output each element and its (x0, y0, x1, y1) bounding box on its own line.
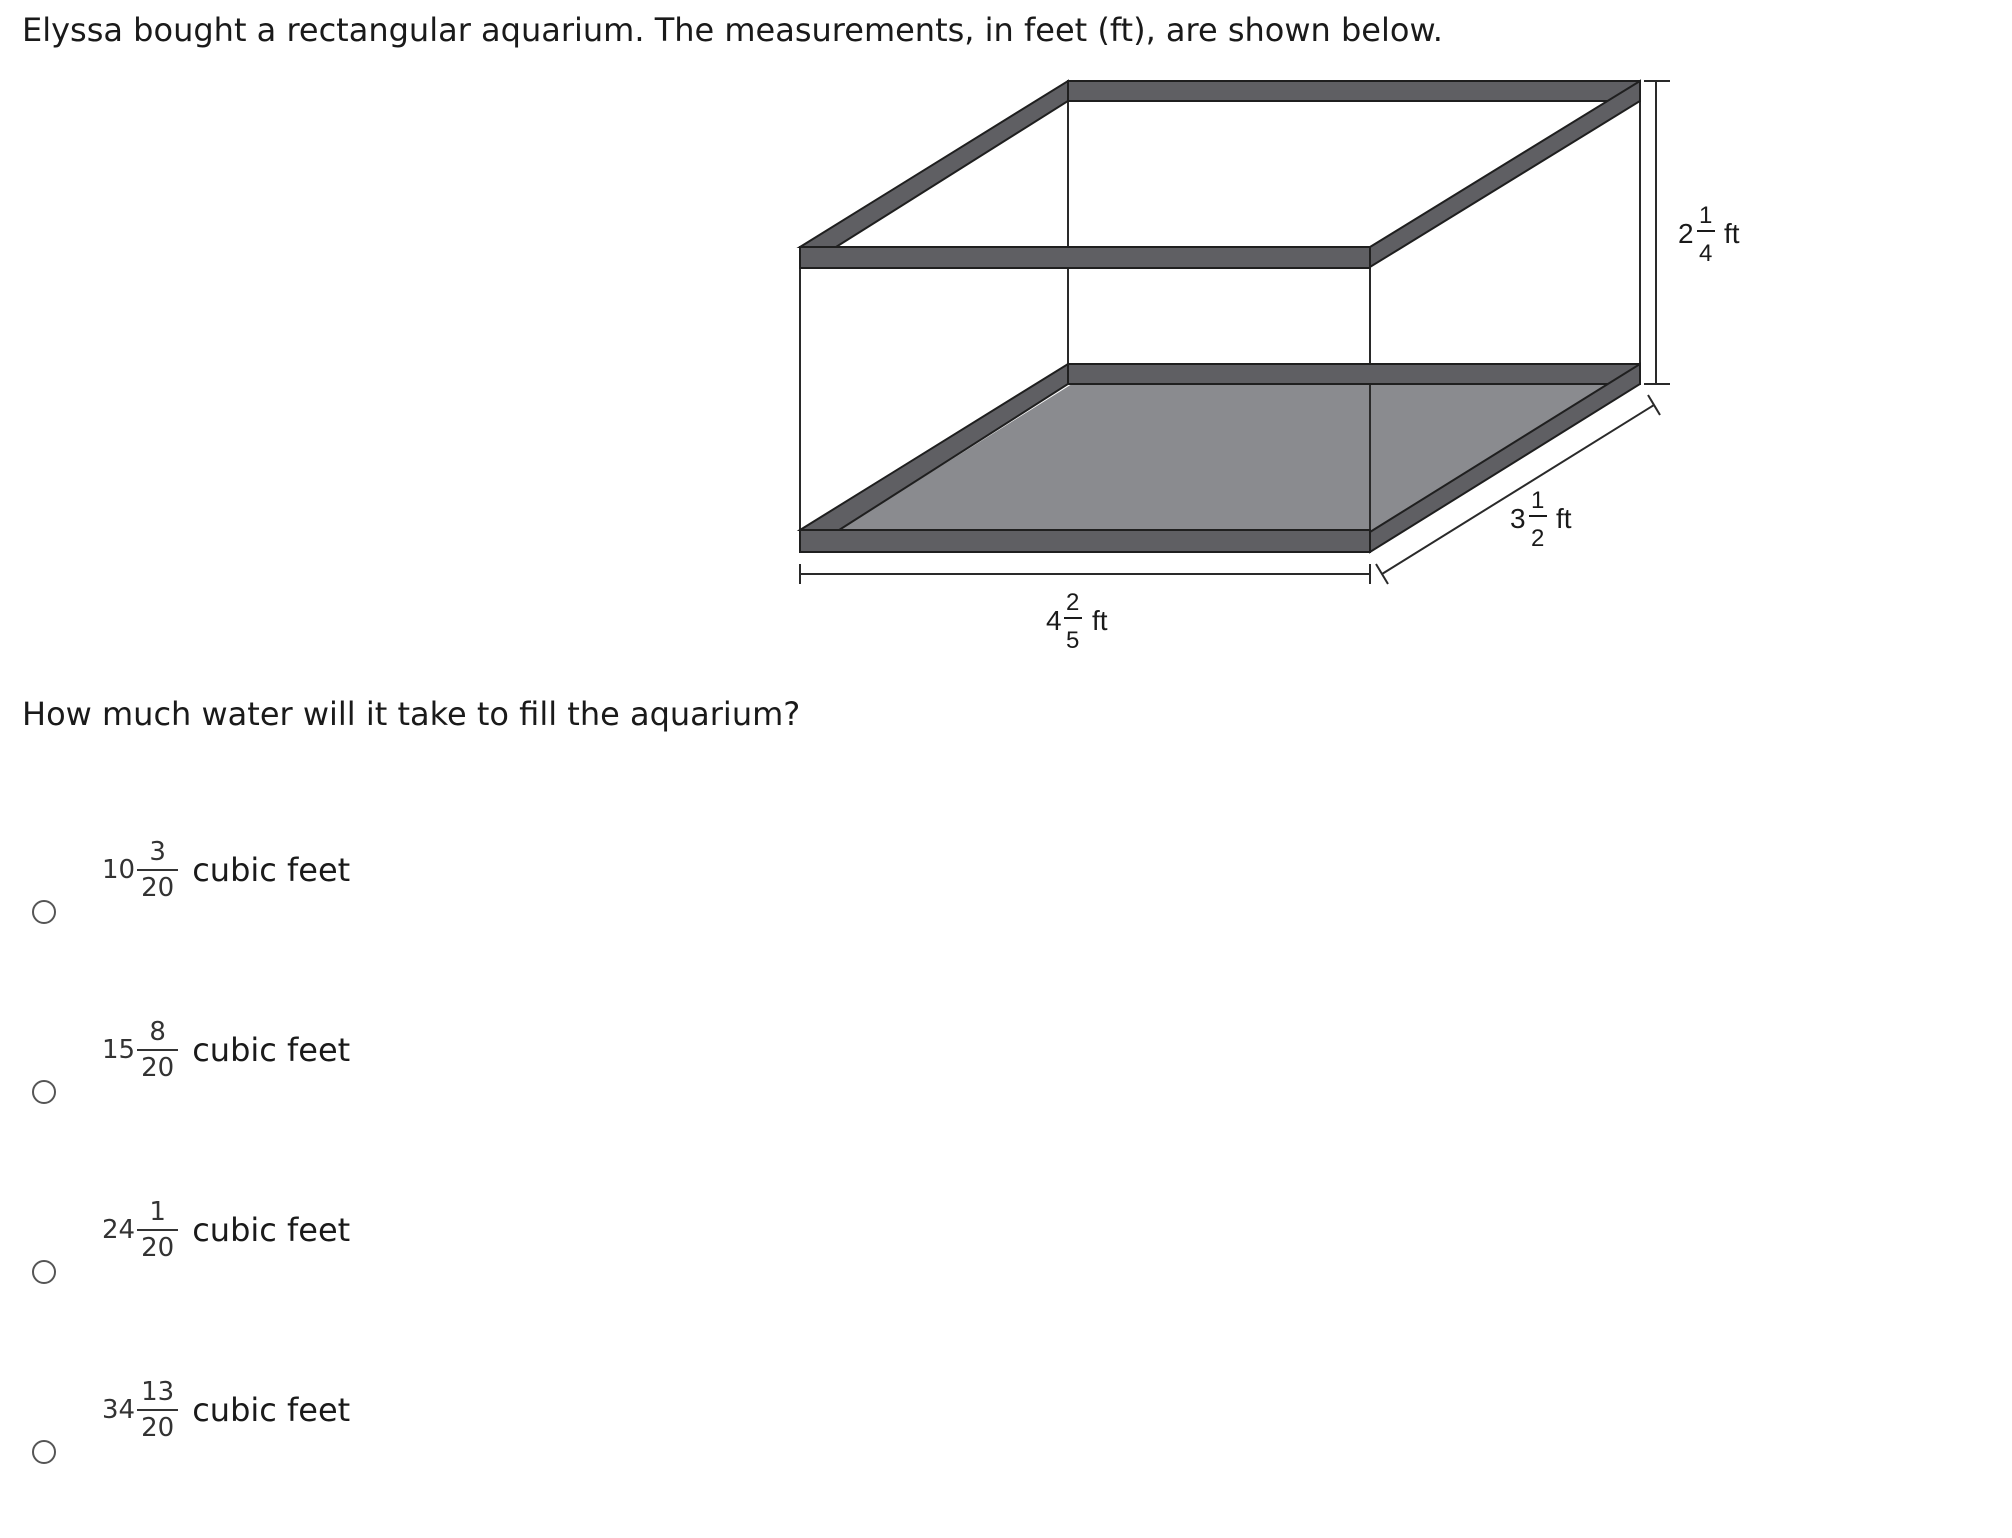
choice-b-denominator: 20 (141, 1053, 175, 1083)
top-back-rail (1068, 81, 1640, 101)
choice-d-denominator: 20 (141, 1413, 175, 1443)
radio-button-c[interactable] (32, 1260, 56, 1284)
choice-c-denominator: 20 (141, 1233, 175, 1263)
aquarium-figure (0, 0, 2012, 700)
choice-b-label (102, 1010, 350, 1090)
length-numerator: 2 (1066, 589, 1080, 616)
radio-button-b[interactable] (32, 1080, 56, 1104)
choice-c-whole: 24 (102, 1215, 136, 1245)
height-denominator: 4 (1699, 240, 1713, 267)
width-label (1510, 487, 1572, 552)
length-denominator: 5 (1066, 627, 1080, 654)
width-unit: ft (1556, 503, 1572, 534)
choice-d-fraction (137, 1377, 178, 1443)
bottom-back-rail (1068, 364, 1640, 384)
length-whole: 4 (1046, 605, 1062, 636)
answer-choice-d[interactable] (0, 1370, 600, 1520)
answer-choice-a[interactable] (0, 830, 600, 980)
choice-d-unit: cubic feet (192, 1391, 351, 1429)
question-text: How much water will it take to fill the aquarium? (22, 695, 801, 733)
choice-a-numerator: 3 (149, 837, 166, 867)
radio-button-d[interactable] (32, 1440, 56, 1464)
height-unit: ft (1724, 218, 1740, 249)
width-denominator: 2 (1531, 525, 1545, 552)
top-right-rail (1370, 81, 1640, 267)
choice-c-label (102, 1190, 350, 1270)
height-dimension (1644, 81, 1670, 384)
height-numerator: 1 (1699, 202, 1713, 229)
choice-a-denominator: 20 (141, 873, 175, 903)
length-dimension (800, 564, 1370, 584)
width-whole: 3 (1510, 503, 1526, 534)
length-unit: ft (1092, 605, 1108, 636)
bottom-front-rail (800, 530, 1370, 552)
choice-a-whole: 10 (102, 855, 136, 885)
top-front-rail (800, 247, 1370, 268)
choice-a-unit: cubic feet (192, 851, 351, 889)
question-prompt: Elyssa bought a rectangular aquarium. The measurements, in feet (ft), are shown below. (22, 11, 1443, 49)
top-left-rail (800, 81, 1068, 247)
choice-a-fraction (137, 837, 178, 903)
length-label (1046, 589, 1108, 654)
choice-b-unit: cubic feet (192, 1031, 351, 1069)
choice-b-whole: 15 (102, 1035, 136, 1065)
choice-a-label (102, 830, 350, 910)
answer-choice-b[interactable] (0, 1010, 600, 1160)
radio-button-a[interactable] (32, 900, 56, 924)
choice-d-numerator: 13 (141, 1377, 175, 1407)
width-numerator: 1 (1531, 487, 1545, 514)
choice-d-label (102, 1370, 350, 1450)
choice-b-numerator: 8 (149, 1017, 166, 1047)
answer-choice-c[interactable] (0, 1190, 600, 1340)
height-whole: 2 (1678, 218, 1694, 249)
height-label (1678, 202, 1740, 267)
choice-b-fraction (137, 1017, 178, 1083)
choice-c-numerator: 1 (149, 1197, 166, 1227)
choice-c-fraction (137, 1197, 178, 1263)
choice-d-whole: 34 (102, 1395, 136, 1425)
choice-c-unit: cubic feet (192, 1211, 351, 1249)
